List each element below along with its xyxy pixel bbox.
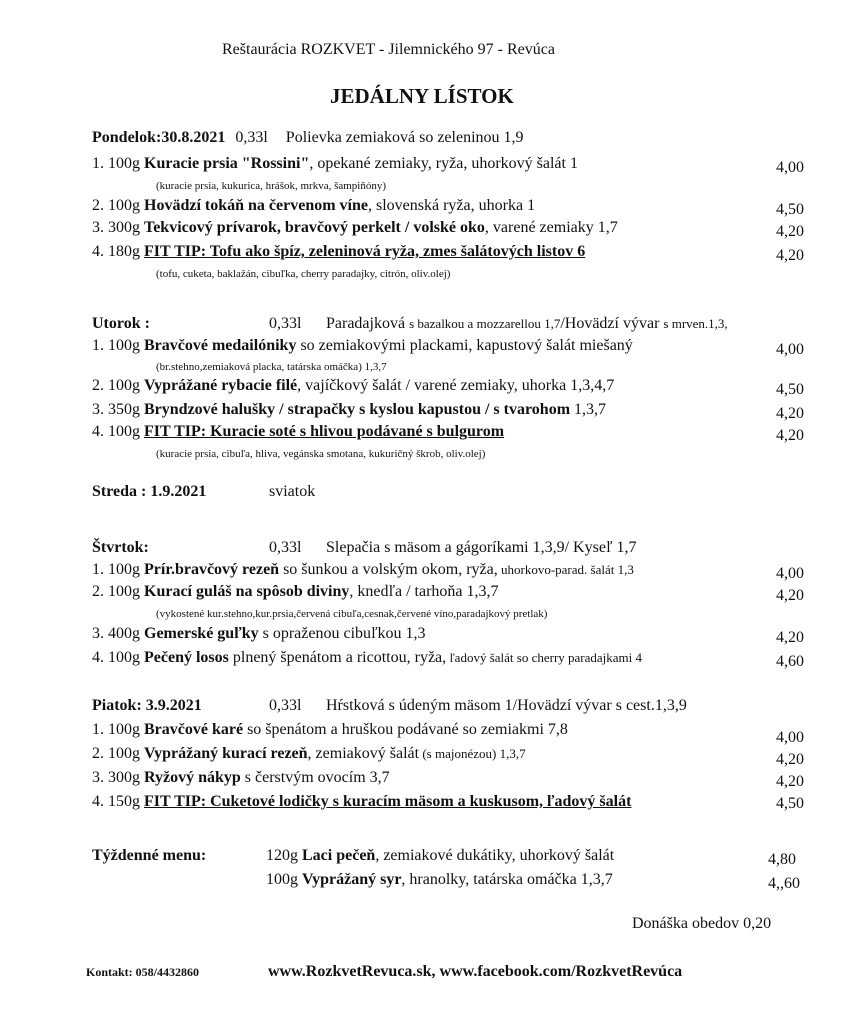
day-label: Utorok :	[92, 315, 150, 332]
item-number: 4. 100g	[92, 423, 140, 440]
item-price: 4,60	[776, 653, 804, 670]
day-label: Streda : 1.9.2021	[92, 483, 207, 500]
day-row-tuesday	[92, 314, 728, 334]
soup: Paradajková s bazalkou a mozzarellou 1,7/Hovädzí vývar s mrven.1,3,	[326, 315, 728, 332]
menu-item	[92, 720, 568, 740]
item-desc: 1,3,7	[570, 401, 607, 418]
item-price: 4,20	[776, 405, 804, 422]
menu-item	[92, 400, 606, 420]
item-price: 4,50	[776, 381, 804, 398]
item-name: Kurací guláš na spôsob diviny	[144, 583, 350, 600]
menu-item	[92, 154, 578, 174]
weekly-menu-label: Týždenné menu:	[92, 847, 207, 864]
item-desc: s opraženou cibuľkou 1,3	[258, 625, 426, 642]
menu-item	[92, 744, 526, 764]
item-desc: , varené zemiaky 1,7	[484, 219, 618, 236]
contact: Kontakt: 058/4432860	[86, 965, 200, 979]
day-row-wednesday	[92, 482, 316, 502]
day-row-monday	[92, 128, 524, 148]
item-price: 4,20	[776, 223, 804, 240]
item-number: 1. 100g	[92, 561, 140, 578]
day-row-friday	[92, 696, 687, 716]
item-price: 4,00	[776, 341, 804, 358]
item-name: Vyprážané rybacie filé	[144, 377, 298, 394]
item-name: Kuracie prsia "Rossini"	[144, 155, 310, 172]
weekly-item	[266, 846, 614, 866]
item-name: Tekvicový prívarok, bravčový perkelt / volské oko	[144, 219, 485, 236]
item-price: 4,50	[776, 795, 804, 812]
soup: Slepačia s mäsom a gágoríkami 1,3,9/ Kyseľ 1,7	[326, 539, 637, 556]
item-name: Ryžový nákyp	[144, 769, 241, 786]
item-desc: , opekané zemiaky, ryža, uhorkový šalát 1	[309, 155, 578, 172]
item-ingredients: (tofu, cuketa, baklažán, cibuľka, cherry paradajky, citrón, oliv.olej)	[156, 268, 451, 280]
item-desc-small: (s majonézou) 1,3,7	[419, 746, 526, 761]
item-name: Pečený losos	[144, 649, 229, 666]
menu-item-fit	[92, 242, 585, 262]
item-price: 4,20	[776, 247, 804, 264]
item-desc-small: uhorkovo-parad. šalát 1,3	[497, 562, 634, 577]
item-number: 2. 100g	[92, 745, 140, 762]
item-name: Bravčové karé	[144, 721, 244, 738]
item-desc: , hranolky, tatárska omáčka 1,3,7	[401, 871, 613, 888]
item-desc: s čerstvým ovocím 3,7	[240, 769, 390, 786]
restaurant-header: Reštaurácia ROZKVET - Jilemnického 97 - Revúca	[222, 41, 555, 58]
menu-item-fit	[92, 422, 504, 442]
day-label: Piatok: 3.9.2021	[92, 697, 202, 714]
item-qty: 100g	[266, 871, 298, 888]
item-number: 3. 300g	[92, 769, 140, 786]
menu-item	[92, 560, 634, 580]
menu-item	[92, 582, 499, 602]
item-price: 4,20	[776, 751, 804, 768]
page-title: JEDÁLNY LÍSTOK	[330, 84, 514, 108]
item-price: 4,,60	[768, 875, 800, 892]
item-price: 4,20	[776, 773, 804, 790]
item-ingredients: (vykostené kur.stehno,kur.prsia,červená cibuľa,cesnak,červené víno,paradajkový pretlak)	[156, 608, 548, 620]
menu-item	[92, 768, 390, 788]
item-name: Vyprážaný syr	[302, 871, 402, 888]
item-desc: plnený špenátom a ricottou, ryža,	[228, 649, 447, 666]
soup-qty: 0,33l	[235, 129, 268, 146]
web-links[interactable]: www.RozkvetRevuca.sk, www.facebook.com/RozkvetRevúca	[268, 963, 683, 980]
item-price: 4,20	[776, 427, 804, 444]
item-price: 4,50	[776, 201, 804, 218]
item-name: Prír.bravčový rezeň	[144, 561, 280, 578]
item-desc: , vajíčkový šalát / varené zemiaky, uhorka 1,3,4,7	[297, 377, 615, 394]
menu-item	[92, 196, 535, 216]
item-desc: , zemiakový šalát	[307, 745, 420, 762]
item-desc: , zemiakové dukátiky, uhorkový šalát	[375, 847, 615, 864]
item-number: 1. 100g	[92, 155, 140, 172]
item-desc: so špenátom a hruškou podávané so zemiakmi 7,8	[243, 721, 568, 738]
item-desc: so zemiakovými plackami, kapustový šalát miešaný	[296, 337, 633, 354]
fit-tip: FIT TIP: Tofu ako špíz, zeleninová ryža, zmes šalátových listov 6	[144, 243, 586, 260]
soup-qty: 0,33l	[269, 315, 302, 332]
menu-item	[92, 336, 633, 356]
soup: Polievka zemiaková so zeleninou 1,9	[285, 129, 524, 146]
item-name: Bravčové medailóniky	[144, 337, 297, 354]
item-price: 4,00	[776, 565, 804, 582]
item-price: 4,00	[776, 729, 804, 746]
item-price: 4,20	[776, 629, 804, 646]
menu-item-fit	[92, 792, 631, 812]
item-name: Laci pečeň	[302, 847, 376, 864]
item-number: 3. 300g	[92, 219, 140, 236]
item-number: 1. 100g	[92, 721, 140, 738]
item-number: 2. 100g	[92, 583, 140, 600]
item-qty: 120g	[266, 847, 298, 864]
item-number: 3. 400g	[92, 625, 140, 642]
item-name: Bryndzové halušky / strapačky s kyslou kapustou / s tvarohom	[144, 401, 571, 418]
item-desc: , knedľa / tarhoňa 1,3,7	[349, 583, 499, 600]
day-label: Pondelok:30.8.2021	[92, 129, 226, 146]
item-price: 4,80	[768, 851, 796, 868]
item-desc-small: ľadový šalát so cherry paradajkami 4	[446, 650, 643, 665]
item-number: 2. 100g	[92, 197, 140, 214]
item-number: 1. 100g	[92, 337, 140, 354]
fit-tip: FIT TIP: Kuracie soté s hlivou podávané s bulgurom	[144, 423, 505, 440]
day-row-thursday	[92, 538, 637, 558]
item-ingredients: (kuracie prsia, cibuľa, hliva, vegánska smotana, kukuričný škrob, oliv.olej)	[156, 448, 486, 460]
soup-qty: 0,33l	[269, 697, 302, 714]
menu-item	[92, 218, 618, 238]
fit-tip: FIT TIP: Cuketové lodičky s kuracím mäsom a kuskusom, ľadový šalát	[144, 793, 632, 810]
item-number: 4. 180g	[92, 243, 140, 260]
item-price: 4,20	[776, 587, 804, 604]
item-name: Hovädzí tokáň na červenom víne	[144, 197, 368, 214]
item-number: 2. 100g	[92, 377, 140, 394]
item-desc: , slovenská ryža, uhorka 1	[368, 197, 536, 214]
item-name: Vyprážaný kurací rezeň	[144, 745, 308, 762]
item-price: 4,00	[776, 159, 804, 176]
menu-item	[92, 624, 426, 644]
weekly-item	[266, 870, 613, 890]
item-name: Gemerské guľky	[144, 625, 259, 642]
item-number: 4. 100g	[92, 649, 140, 666]
item-ingredients: (br.stehno,zemiaková placka, tatárska omáčka) 1,3,7	[156, 361, 387, 373]
holiday-note: sviatok	[269, 483, 316, 500]
item-desc: so šunkou a volským okom, ryža,	[279, 561, 498, 578]
soup-qty: 0,33l	[269, 539, 302, 556]
item-ingredients: (kuracie prsia, kukurica, hrášok, mrkva, šampiňóny)	[156, 180, 387, 192]
delivery-note: Donáška obedov 0,20	[632, 915, 772, 932]
item-number: 4. 150g	[92, 793, 140, 810]
menu-item	[92, 648, 642, 668]
item-number: 3. 350g	[92, 401, 140, 418]
day-label: Štvrtok:	[92, 539, 149, 556]
soup: Hŕstková s údeným mäsom 1/Hovädzí vývar s cest.1,3,9	[326, 697, 687, 714]
menu-item	[92, 376, 614, 396]
